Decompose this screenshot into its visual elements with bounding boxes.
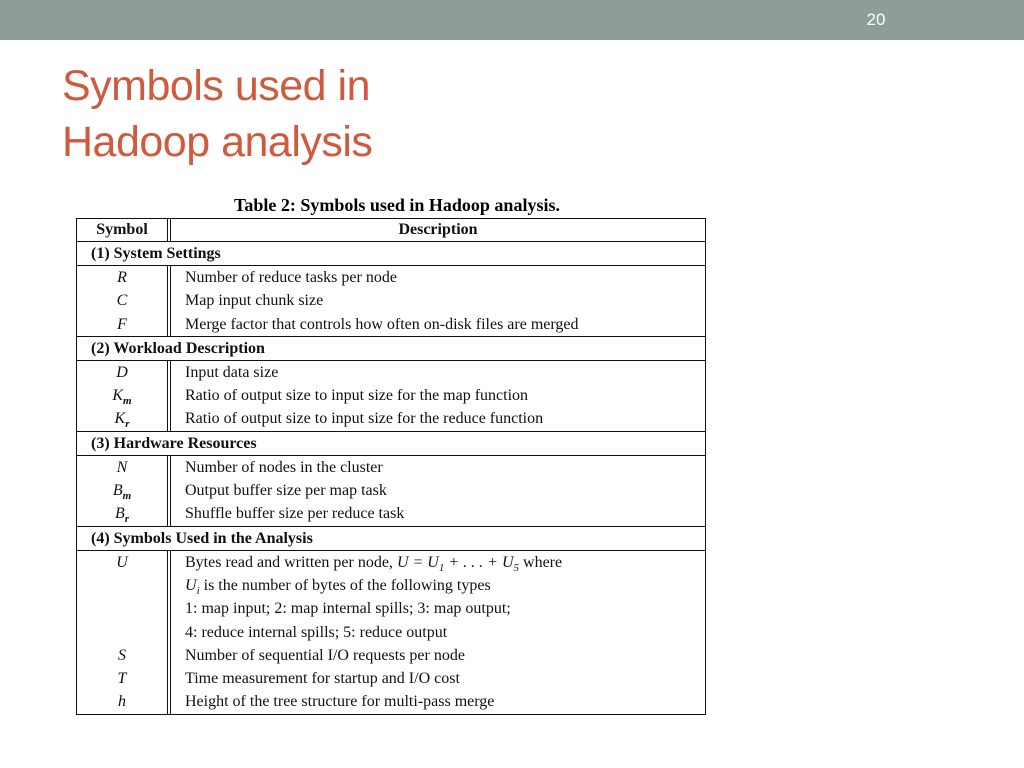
table-row (77, 690, 705, 713)
table-row (77, 597, 705, 620)
symbol-cell: R (77, 266, 171, 289)
section-header: (4) Symbols Used in the Analysis (77, 527, 705, 551)
symbol-cell: $K_m$ (77, 384, 171, 407)
description-cell: Map input chunk size (185, 292, 324, 310)
symbol-cell: S (77, 644, 171, 667)
slide-title (62, 58, 542, 170)
table-row (77, 266, 705, 289)
symbol-cell: T (77, 667, 171, 690)
symbol-cell: $B_r$ (77, 502, 171, 525)
symbol-cell (77, 574, 171, 597)
math-term: $U_i$ (185, 576, 200, 598)
section-rows (77, 266, 705, 337)
description-cell: Merge factor that controls how often on-disk files are merged (185, 315, 579, 333)
table-row (77, 407, 705, 430)
description-cell: Height of the tree structure for multi-pass merge (185, 693, 495, 711)
symbol-cell (77, 621, 171, 644)
section-header: (2) Workload Description (77, 337, 705, 361)
table-row (77, 384, 705, 407)
description-cell: Ratio of output size to input size for the map function (185, 387, 529, 405)
header-symbol: Symbol (77, 219, 171, 241)
symbol-cell: U (77, 551, 171, 574)
table-row (77, 551, 705, 574)
slide-title-line-1: Symbols used in (62, 62, 370, 110)
symbol-cell: C (77, 289, 171, 312)
description-cell: Time measurement for startup and I/O cost (185, 670, 460, 688)
table-row (77, 621, 705, 644)
table-row (77, 479, 705, 502)
table-row (77, 574, 705, 597)
table-row (77, 361, 705, 384)
section-header: (3) Hardware Resources (77, 432, 705, 456)
math-formula: $U = U_1$ + . . . + $U_5$ (396, 553, 520, 574)
symbol-cell: $B_m$ (77, 479, 171, 502)
table-row (77, 502, 705, 525)
table-row (77, 289, 705, 312)
section-rows (77, 456, 705, 527)
table-caption: Table 2: Symbols used in Hadoop analysis. (234, 195, 560, 215)
description-cell: 4: reduce internal spills; 5: reduce output (185, 623, 448, 641)
description-cell: Shuffle buffer size per reduce task (185, 505, 405, 523)
description-cell: Bytes read and written per node, $U = U_1$ + . . . + $U_5$ where (185, 553, 563, 574)
table-row (77, 313, 705, 336)
symbols-table (76, 218, 706, 715)
table-header-row (77, 219, 705, 242)
description-cell: Input data size (185, 363, 279, 381)
symbol-cell: F (77, 313, 171, 336)
symbol-cell: h (77, 690, 171, 713)
table-row (77, 667, 705, 690)
symbol-cell (77, 597, 171, 620)
symbol-cell: D (77, 361, 171, 384)
description-cell: $U_i$ is the number of bytes of the following types (185, 576, 491, 598)
description-cell: Ratio of output size to input size for the reduce function (185, 410, 544, 428)
slide-number: 20 (866, 10, 886, 29)
description-cell: Output buffer size per map task (185, 482, 387, 500)
symbol-cell: $K_r$ (77, 407, 171, 430)
description-cell: Number of nodes in the cluster (185, 458, 383, 476)
header-description: Description (398, 221, 478, 238)
symbols-table-figure (76, 192, 706, 715)
description-cell: Number of reduce tasks per node (185, 269, 397, 286)
table-row (77, 456, 705, 479)
section-rows (77, 551, 705, 714)
table-row (77, 644, 705, 667)
section-header: (1) System Settings (77, 242, 705, 266)
slide-header-bar (0, 0, 1024, 40)
symbol-cell: N (77, 456, 171, 479)
section-rows (77, 361, 705, 432)
slide-title-line-2: Hadoop analysis (62, 118, 373, 166)
description-cell: 1: map input; 2: map internal spills; 3: map output; (185, 600, 511, 618)
description-cell: Number of sequential I/O requests per node (185, 646, 465, 664)
